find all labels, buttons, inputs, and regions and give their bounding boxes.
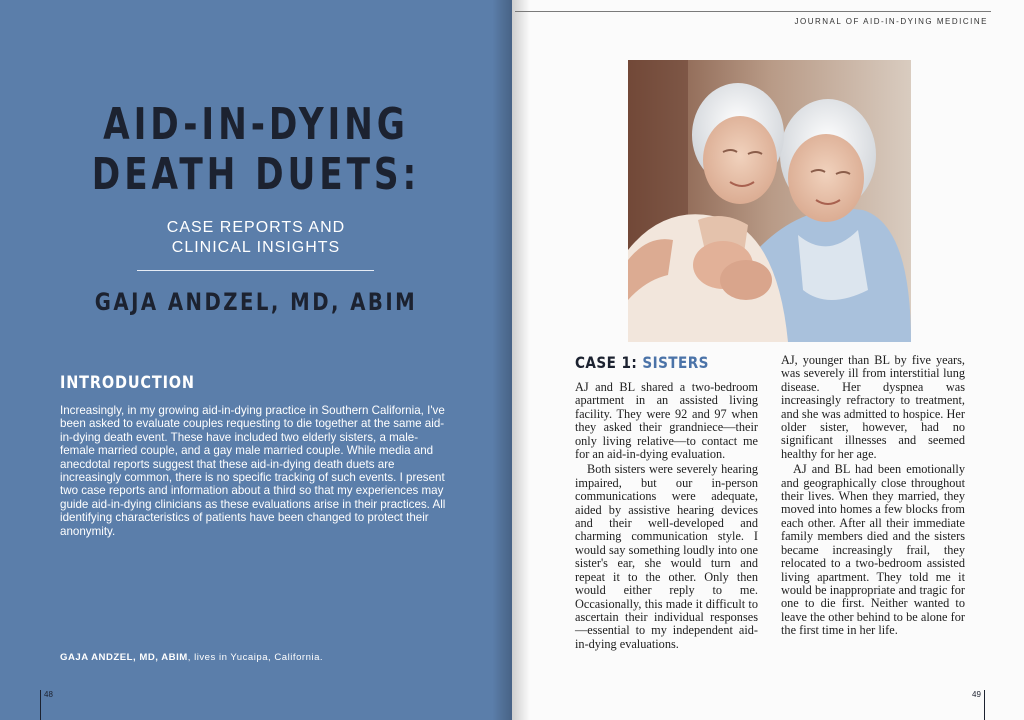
article-author: GAJA ANDZEL, MD, ABIM: [94, 288, 418, 316]
page-number-left: 48: [40, 690, 53, 720]
author-bio-text: , lives in Yucaipa, California.: [187, 652, 324, 663]
intro-heading: INTRODUCTION: [60, 373, 195, 393]
right-page-gutter-shadow: [512, 0, 530, 720]
article-title-line1: AID-IN-DYING: [103, 99, 409, 150]
intro-paragraph: Increasingly, in my growing aid-in-dying practice in Southern California, I've been asked to evaluate couples requesting to die together at the same aid-in-dying death event. These have included two elderly sisters, a male-female married couple, and a gay male married couple. While media and anecdotal reports suggest that these aid-in-dying death duets are increasingly common, there is no specific tracking of such events. I present two case reports and information about a third so that my experiences may guide aid-in-dying clinicians as these evaluations arise in their practices. All identifying characteristics of patients have been changed to protect their anonymity.: [60, 404, 446, 538]
body-paragraph: Both sisters were severely hearing impaired, but our in-person communications were adequate, aided by assistive hearing devices and their well-developed and charming communication style. I would say something loudly into one sister's ear, she would turn and repeat it to the other. Only then would either reply to me. Occasionally, this made it difficult to ascertain their individual responses—essential to my independent aid-in-dying evaluations.: [575, 462, 758, 651]
sisters-photo-illustration: [628, 60, 911, 342]
author-bio: [60, 652, 323, 663]
body-paragraph: AJ and BL had been emotionally and geographically close throughout their lives. When they married, they moved into homes a few blocks from each other. After all their immediate family members died and the sisters became increasingly frail, they relocated to a two-bedroom assisted living apartment. They told me it would be inappropriate and tragic for one to die first. Neither wanted to leave the other behind to be alone for the first time in her life.: [781, 462, 965, 638]
case-heading-prefix: CASE 1:: [575, 353, 638, 372]
body-column-2: [781, 354, 965, 638]
author-bio-name: GAJA ANDZEL, MD, ABIM: [60, 652, 188, 663]
body-paragraph: AJ and BL shared a two-bedroom apartment in an assisted living facility. They were 92 and 97 when they asked their grandniece—their only living relative—to contact me for an aid-in-dying evaluation.: [575, 380, 758, 462]
body-paragraph: AJ, younger than BL by five years, was severely ill from interstitial lung disease. Her dyspnea was increasingly refractory to treatment, and she was admitted to hospice. Her older sister, however, had no significant illnesses and seemed healthy for her age.: [781, 353, 965, 461]
journal-running-header: JOURNAL OF AID-IN-DYING MEDICINE: [794, 17, 988, 26]
article-subtitle-line1: CASE REPORTS AND: [166, 219, 346, 236]
case-heading: [575, 353, 709, 372]
body-column-1: [575, 381, 758, 651]
title-divider: [137, 270, 374, 271]
case-heading-name: SISTERS: [642, 353, 709, 372]
article-subtitle-line2: CLINICAL INSIGHTS: [171, 239, 341, 256]
page-number-right: 49: [972, 690, 985, 720]
article-title-line2: DEATH DUETS:: [91, 149, 421, 200]
header-rule: [515, 11, 991, 12]
page-spine-shadow: [492, 0, 512, 720]
sisters-photo: [628, 60, 911, 342]
